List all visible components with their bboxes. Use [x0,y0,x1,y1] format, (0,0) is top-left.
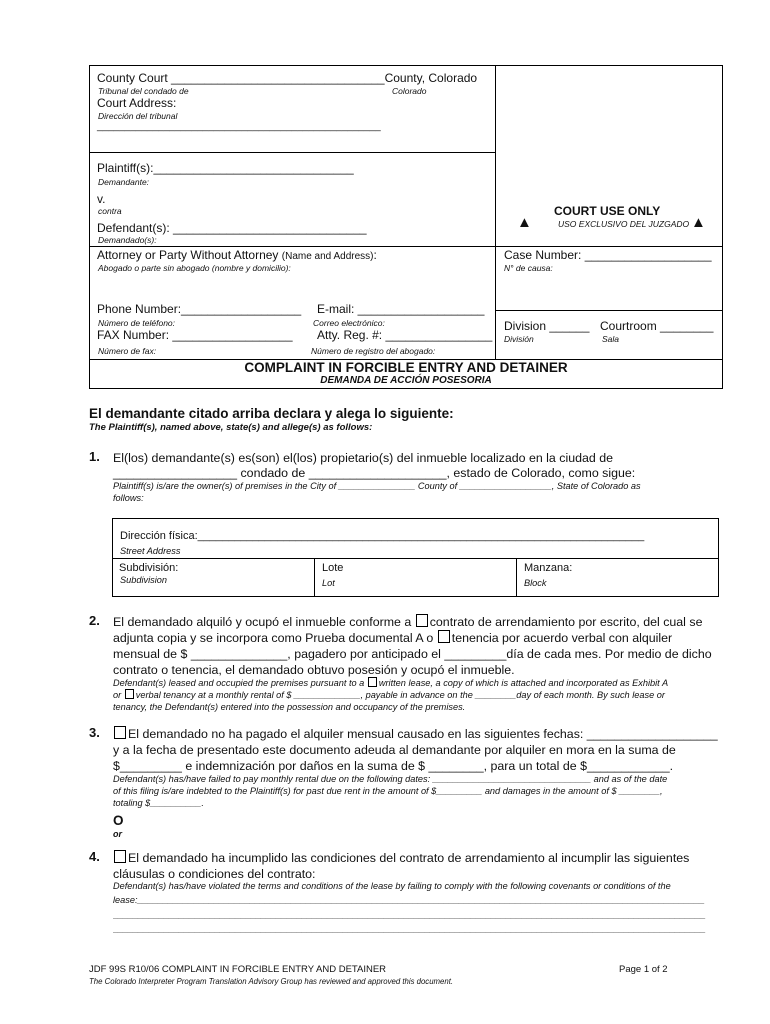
item1-en-line: Plaintiff(s) is/are the owner(s) of premises in the City of _______________ County of __________________, State of Colorado as [113,481,641,491]
item4-es-line: El demandado ha incumplido las condiciones del contrato de arrendamiento al incumplir las siguientes [113,850,689,866]
item3-es-line: $_________ e indemnización por daños en la suma de $ ________, para un total de $____________. [113,759,674,773]
triangle-icon: ▲ [517,214,532,231]
case-number-es: N° de causa: [504,263,553,273]
item2-es-line: mensual de $ ______________, pagadero por anticipado el _________día de cada mes. Por medio de dicho [113,647,712,661]
case-number-field[interactable]: Case Number: ___________________ [504,248,712,262]
item3-es-line: y a la fecha de presentado este documento adeuda al demandante por alquiler en mora en la suma de [113,743,676,757]
lease-violation-line[interactable]: lease:_______________________________________________________________________________________________________________ [113,895,705,905]
triangle-icon: ▲ [691,214,706,231]
intro-en: The Plaintiff(s), named above, state(s) and allege(s) as follows: [89,422,373,433]
item-number: 4. [89,849,100,864]
footer-note: The Colorado Interpreter Program Translation Advisory Group has reviewed and approved this document. [89,977,454,986]
lease-violation-line[interactable]: ____________________________________________________________________________________________________________________ [113,924,706,934]
court-use-only: COURT USE ONLY [554,204,661,218]
item2-es-line: contrato o tenencia, el demandado obtuvo posesión y ocupó el inmueble. [113,663,515,677]
subdivision-en: Subdivision [120,575,167,585]
item3-es-line: El demandado no ha pagado el alquiler mensual causado en las siguientes fechas: ___________________ [113,726,718,742]
item3-en-line: of this filing is/are indebted to the Plaintiff(s) for past due rent in the amount of $_________ and damages in the amount of $ ________, [113,786,663,796]
divider-line [89,152,495,153]
item2-es-line: El demandado alquiló y ocupó el inmueble conforme a contrato de arrendamiento por escrito, del cual se [113,615,703,629]
courtroom-es: Sala [602,334,620,344]
item2-es-line: adjunta copia y se incorpora como Prueba documental A o tenencia por acuerdo verbal con alquiler [113,631,673,645]
footer-page-number: Page 1 of 2 [619,964,668,975]
item2-en-line: tenancy, the Defendant(s) entered into the possession and occupancy of the premises. [113,702,466,712]
lot-label: Lote [322,562,344,574]
item-number: 1. [89,449,100,464]
written-lease-en-checkbox[interactable] [368,677,377,687]
county-court-es-right: Colorado [392,86,427,96]
item1-es-line: __________________ condado de ____________________, estado de Colorado, como sigue: [113,466,636,480]
block-label: Manzana: [524,562,573,574]
document-title-es: DEMANDA DE ACCIÓN POSESORIA [320,375,492,386]
defendants-label: Defendant(s): _____________________________ [97,221,367,235]
item-number: 2. [89,613,100,628]
item3-en-line: totaling $__________. [113,798,204,808]
plaintiffs-label: Plaintiff(s):______________________________ [97,161,354,175]
caption-divider [495,65,496,360]
written-lease-checkbox[interactable] [416,614,428,627]
unpaid-rent-checkbox[interactable] [114,726,126,739]
contra: contra [98,206,122,216]
versus: v. [97,192,106,206]
verbal-tenancy-en-checkbox[interactable] [125,689,134,699]
courtroom-field[interactable]: Courtroom ________ [600,319,714,333]
fax-field[interactable]: FAX Number: __________________ [97,328,293,342]
court-address-line[interactable]: ___________________________________________________ [97,121,381,132]
item1-es-line: El(los) demandante(s) es(son) el(los) propietario(s) del inmueble localizado en la ciudad de [113,451,614,465]
divider-line [495,310,723,311]
intro-es: El demandante citado arriba declara y alega lo siguiente: [89,406,454,421]
defendants-es: Demandado(s): [98,235,157,245]
court-address-es: Dirección del tribunal [98,111,178,121]
email-es: Correo electrónico: [313,318,385,328]
atty-reg-es: Número de registro del abogado: [311,346,436,356]
verbal-tenancy-checkbox[interactable] [438,630,450,643]
item3-en-line: Defendant(s) has/have failed to pay monthly rental due on the following dates: _______________________________ and as of the date [113,774,668,784]
street-address-field[interactable]: Dirección física:_________________________________________________________________________ [120,530,645,542]
division-es: División [504,334,534,344]
divider-line [89,246,723,247]
lease-violation-line[interactable]: ____________________________________________________________________________________________________________________ [113,910,706,920]
fax-es: Número de fax: [98,346,157,356]
divider-line [516,558,517,597]
attorney-es: Abogado o parte sin abogado (nombre y domicilio): [98,263,291,273]
item-number: 3. [89,725,100,740]
block-en: Block [524,578,547,588]
email-field[interactable]: E-mail: ___________________ [317,302,485,316]
street-address-en: Street Address [120,546,181,556]
attorney-label: Attorney or Party Without Attorney (Name and Address): [97,248,377,262]
lease-violation-checkbox[interactable] [114,850,126,863]
court-address-label: Court Address: [97,96,177,110]
item4-en-line: Defendant(s) has/have violated the terms and conditions of the lease by failing to comply with the following covenants or conditions of the [113,881,671,891]
item4-es-line: cláusulas o condiciones del contrato: [113,867,316,881]
divider-line [314,558,315,597]
court-use-es: USO EXCLUSIVO DEL JUZGADO [558,219,690,229]
division-field[interactable]: Division ______ [504,319,590,333]
document-title: COMPLAINT IN FORCIBLE ENTRY AND DETAINER [244,360,568,375]
or-en: or [113,829,122,839]
phone-es: Número de teléfono: [98,318,176,328]
atty-reg-field[interactable]: Atty. Reg. #: ________________ [317,328,493,342]
subdivision-label: Subdivisión: [119,562,179,574]
divider-line [112,558,719,559]
county-court-es: Tribunal del condado de [98,86,189,96]
item1-en-line: follows: [113,493,144,503]
county-court-line: County Court ________________________________County, Colorado [97,71,478,85]
plaintiffs-es: Demandante: [98,177,150,187]
or-es: O [113,813,124,828]
lot-en: Lot [322,578,335,588]
item2-en-line: Defendant(s) leased and occupied the premises pursuant to a written lease, a copy of which is attached and incorporated as Exhibit A [113,678,669,688]
item2-en-line: or verbal tenancy at a monthly rental of $ _____________, payable in advance on the ________day of each month. By such lease or [113,690,665,700]
footer-form-id: JDF 99S R10/06 COMPLAINT IN FORCIBLE ENTRY AND DETAINER [89,964,387,975]
phone-field[interactable]: Phone Number:__________________ [97,302,302,316]
